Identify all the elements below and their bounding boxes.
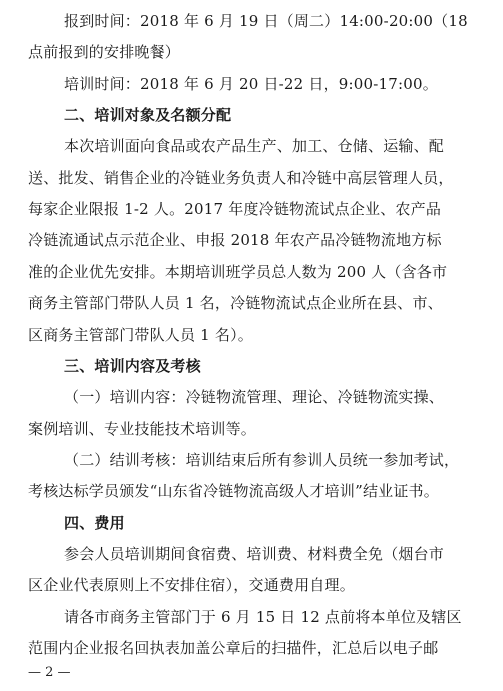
paragraph-line: 区企业代表原则上不安排住宿），交通费用自理。 [28,576,355,594]
registration-time-line: 报到时间：2018 年 6 月 19 日（周二）14:00-20:00（18 [64,12,468,30]
training-time-line: 培训时间：2018 年 6 月 20 日-22 日，9:00-17:00。 [64,75,438,93]
section-heading-fees: 四、费用 [64,514,125,532]
paragraph-line: 准的企业优先安排。本期培训班学员总人数为 200 人（含各市 [28,263,448,281]
paragraph-line: 区商务主管部门带队人员 1 名）。 [28,326,253,344]
paragraph-line: 案例培训、专业技能技术培训等。 [28,420,257,438]
registration-time-line-cont: 点前报到的安排晚餐） [28,43,181,61]
section-heading-participants: 二、培训对象及名额分配 [64,106,232,124]
paragraph-line: 范围内企业报名回执表加盖公章后的扫描件，汇总后以电子邮 [28,639,439,657]
paragraph-line: 每家企业限报 1-2 人。2017 年度冷链物流试点企业、农产品 [28,200,442,218]
paragraph-line: 送、批发、销售企业的冷链业务负责人和冷链中高层管理人员， [28,169,454,187]
paragraph-line: 商务主管部门带队人员 1 名，冷链物流试点企业所在县、市、 [28,294,443,312]
page-number: — 2 — [28,665,71,680]
paragraph-line: 本次培训面向食品或农产品生产、加工、仓储、运输、配 [64,137,445,155]
paragraph-line: （一）培训内容：冷链物流管理、理论、冷链物流实操、 [64,388,445,406]
section-heading-content: 三、培训内容及考核 [64,357,201,375]
paragraph-line: （二）结训考核：培训结束后所有参训人员统一参加考试， [64,451,460,469]
paragraph-line: 冷链流通试点示范企业、申报 2018 年农产品冷链物流地方标 [28,231,442,249]
paragraph-line: 考核达标学员颁发“山东省冷链物流高级人才培训”结业证书。 [28,482,439,500]
paragraph-line: 参会人员培训期间食宿费、培训费、材料费全免（烟台市 [64,545,445,563]
paragraph-line: 请各市商务主管部门于 6 月 15 日 12 点前将本单位及辖区 [64,608,462,626]
